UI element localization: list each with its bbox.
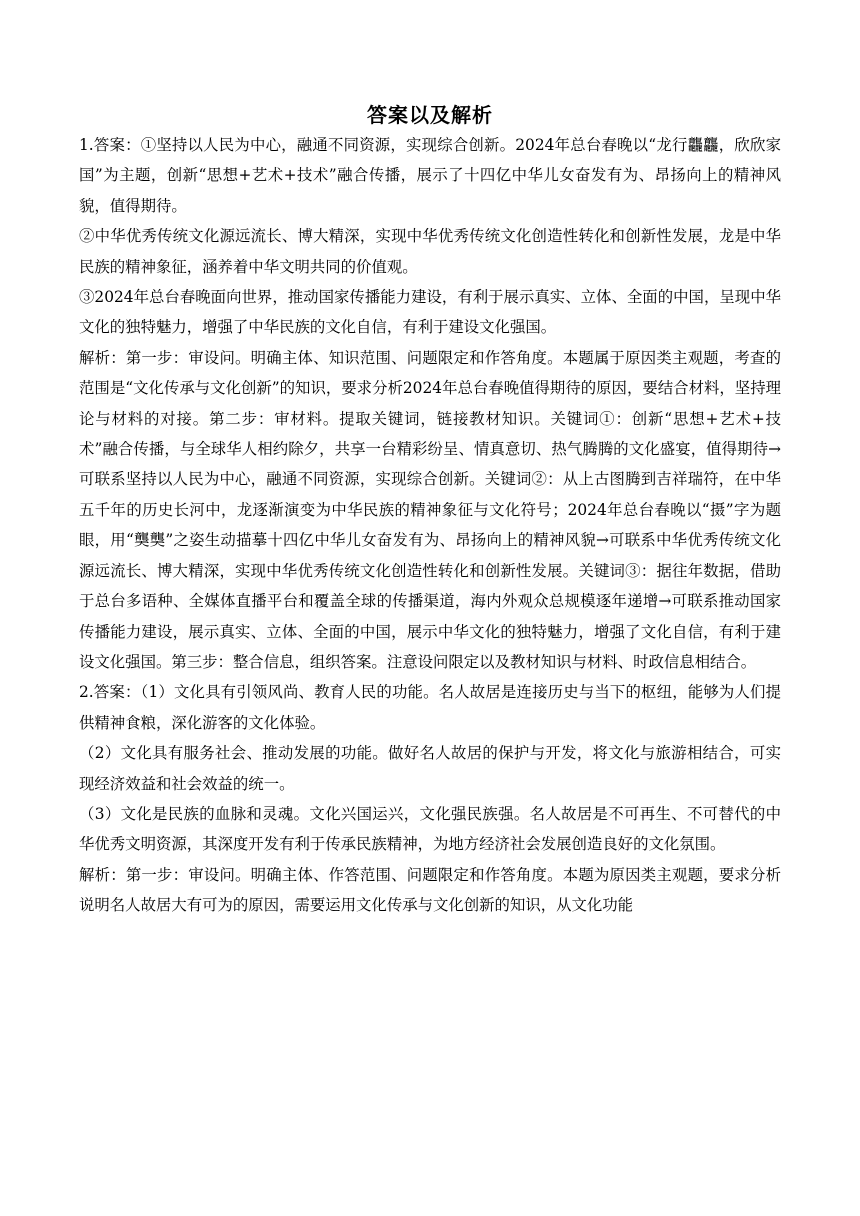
document-title: 答案以及解析 — [367, 103, 493, 127]
answer-2-point-2: （2）文化具有服务社会、推动发展的功能。做好名人故居的保护与开发，将文化与旅游相结合，可实现经济效益和社会效益的统一。 — [79, 744, 781, 793]
analysis-1: 解析：第一步：审设问。明确主体、知识范围、问题限定和作答角度。本题属于原因类主观题，考查的范围是“文化传承与文化创新”的知识，要求分析2024年总台春晚值得期待的原因，要结合材料，坚持理论与材料的对接。第二步：审材料。提取关键词，链接教材知识。关键词①：创新“思想+艺术+技术”融合传播，与全球华人相约除夕，共享一台精彩纷呈、情真意切、热气腾腾的文化盛宴，值得期待→可联系坚持以人民为中心，融通不同资源，实现综合创新。关键词②：从上古图腾到吉祥瑞符，在中华五千年的历史长河中，龙逐渐演变为中华民族的精神象征与文化符号；2024年总台春晚以“摄”字为题眼，用“龑龑”之姿生动描摹十四亿中华儿女奋发有为、昂扬向上的精神风貌→可联系中华优秀传统文化源远流长、博大精深，实现中华优秀传统文化创造性转化和创新性发展。关键词③：据往年数据，借助于总台多语种、全媒体直播平台和覆盖全球的传播渠道，海内外观众总规模逐年递增→可联系推动国家传播能力建设，展示真实、立体、全面的中国，展示中华文化的独特魅力，增强了文化自信，有利于建设文化强国。第三步：整合信息，组织答案。注意设问限定以及教材知识与材料、时政信息相结合。 — [79, 348, 781, 671]
answer-1-point-1: 1.答案：①坚持以人民为中心，融通不同资源，实现综合创新。2024年总台春晚以“龙行龘龘，欣欣家国”为主题，创新“思想+艺术+技术”融合传播，展示了十四亿中华儿女奋发有为、昂扬向上的精神风貌，值得期待。 — [79, 136, 781, 215]
answer-2-point-3: （3）文化是民族的血脉和灵魂。文化兴国运兴，文化强民族强。名人故居是不可再生、不可替代的中华优秀文明资源，其深度开发有利于传承民族精神，为地方经济社会发展创造良好的文化氛围。 — [79, 804, 781, 854]
answer-1-point-2: ②中华优秀传统文化源远流长、博大精深，实现中华优秀传统文化创造性转化和创新性发展，龙是中华民族的精神象征，涵养着中华文明共同的价值观。 — [79, 227, 781, 276]
answer-2-point-1: 2.答案：（1）文化具有引领风尚、教育人民的功能。名人故居是连接历史与当下的枢纽，能够为人们提供精神食粮，深化游客的文化体验。 — [79, 683, 781, 732]
document-body — [79, 130, 781, 921]
analysis-2: 解析：第一步：审设问。明确主体、作答范围、问题限定和作答角度。本题为原因类主观题，要求分析说明名人故居大有可为的原因，需要运用文化传承与文化创新的知识，从文化功能 — [79, 865, 781, 915]
answer-1-point-3: ③2024年总台春晚面向世界，推动国家传播能力建设，有利于展示真实、立体、全面的中国，呈现中华文化的独特魅力，增强了中华民族的文化自信，有利于建设文化强国。 — [79, 288, 781, 337]
